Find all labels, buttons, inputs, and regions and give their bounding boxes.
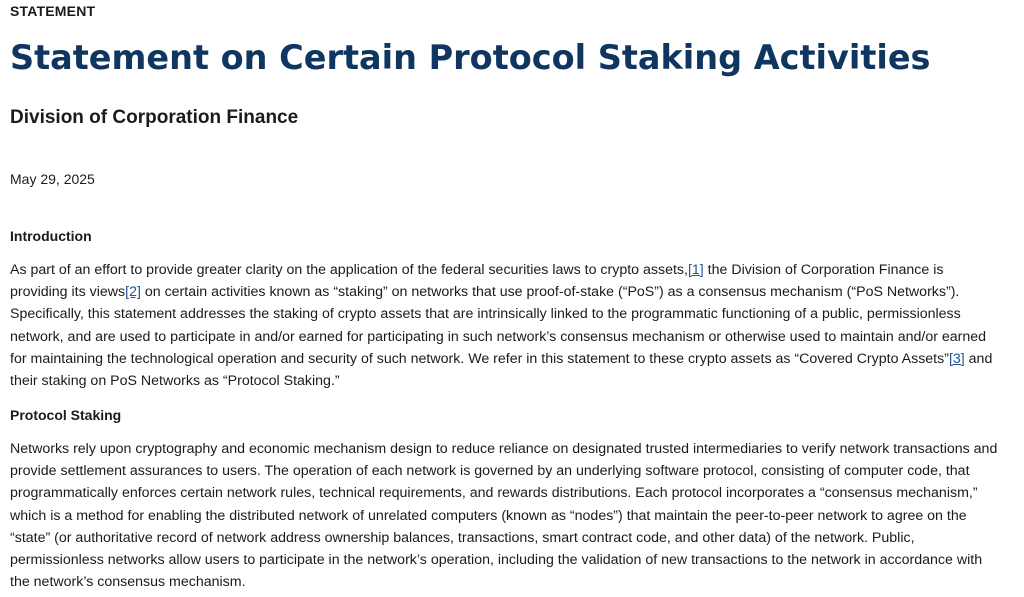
publish-date: May 29, 2025 [10, 171, 95, 187]
introduction-paragraph [10, 259, 998, 392]
intro-text-4: and their staking on PoS Networks as “Protocol Staking.” [10, 350, 993, 390]
intro-text-2: the Division of Corporation Finance is providing its views [10, 262, 944, 301]
protocol-staking-paragraph: Networks rely upon cryptography and economic mechanism design to reduce reliance on designated trusted intermediaries to verify network transactions and provide settlement assurances to users. The operation of each network is governed by an underlying software protocol, consisting of computer code, that programmatically enforces certain network rules, technical requirements, and rewards distributions. Each protocol incorporates a “consensus mechanism,” which is a method for enabling the distributed network of unrelated computers (known as “nodes”) that maintain the peer-to-peer network to agree on the “state” (or authoritative record of network address ownership balances, transactions, smart contract code, and other data) of the network. Public, permissionless networks allow users to participate in the network’s operation, including the validation of new transactions to the network in accordance with the network’s consensus mechanism. [10, 441, 998, 591]
statement-type-label: STATEMENT [10, 3, 96, 19]
page-title: Statement on Certain Protocol Staking Activities [10, 38, 931, 77]
intro-text-1: As part of an effort to provide greater clarity on the application of the federal securities laws to crypto assets, [10, 262, 688, 278]
page-subtitle: Division of Corporation Finance [10, 107, 299, 128]
footnote-link-1[interactable]: [1] [687, 262, 704, 278]
footnote-link-2[interactable]: [2] [125, 284, 141, 301]
section-heading-introduction: Introduction [10, 228, 92, 244]
intro-text-3: on certain activities known as “staking” on networks that use proof-of-stake (“PoS”) as a consensus mechanism (“PoS Networks”). Specifically, this statement addresses the staking of crypto assets that are intrinsically linked to the programmatic functioning of a public, permissionless network, and are used to participate in and/or earned for participating in such network’s consensus mechanism or otherwise used to maintain and/or earned for maintaining the technological operation and security of such network. We refer in this statement to these crypto assets as “Covered Crypto Assets” [10, 284, 987, 367]
section-heading-protocol-staking: Protocol Staking [10, 407, 122, 423]
footnote-link-3[interactable]: [3] [948, 350, 965, 367]
